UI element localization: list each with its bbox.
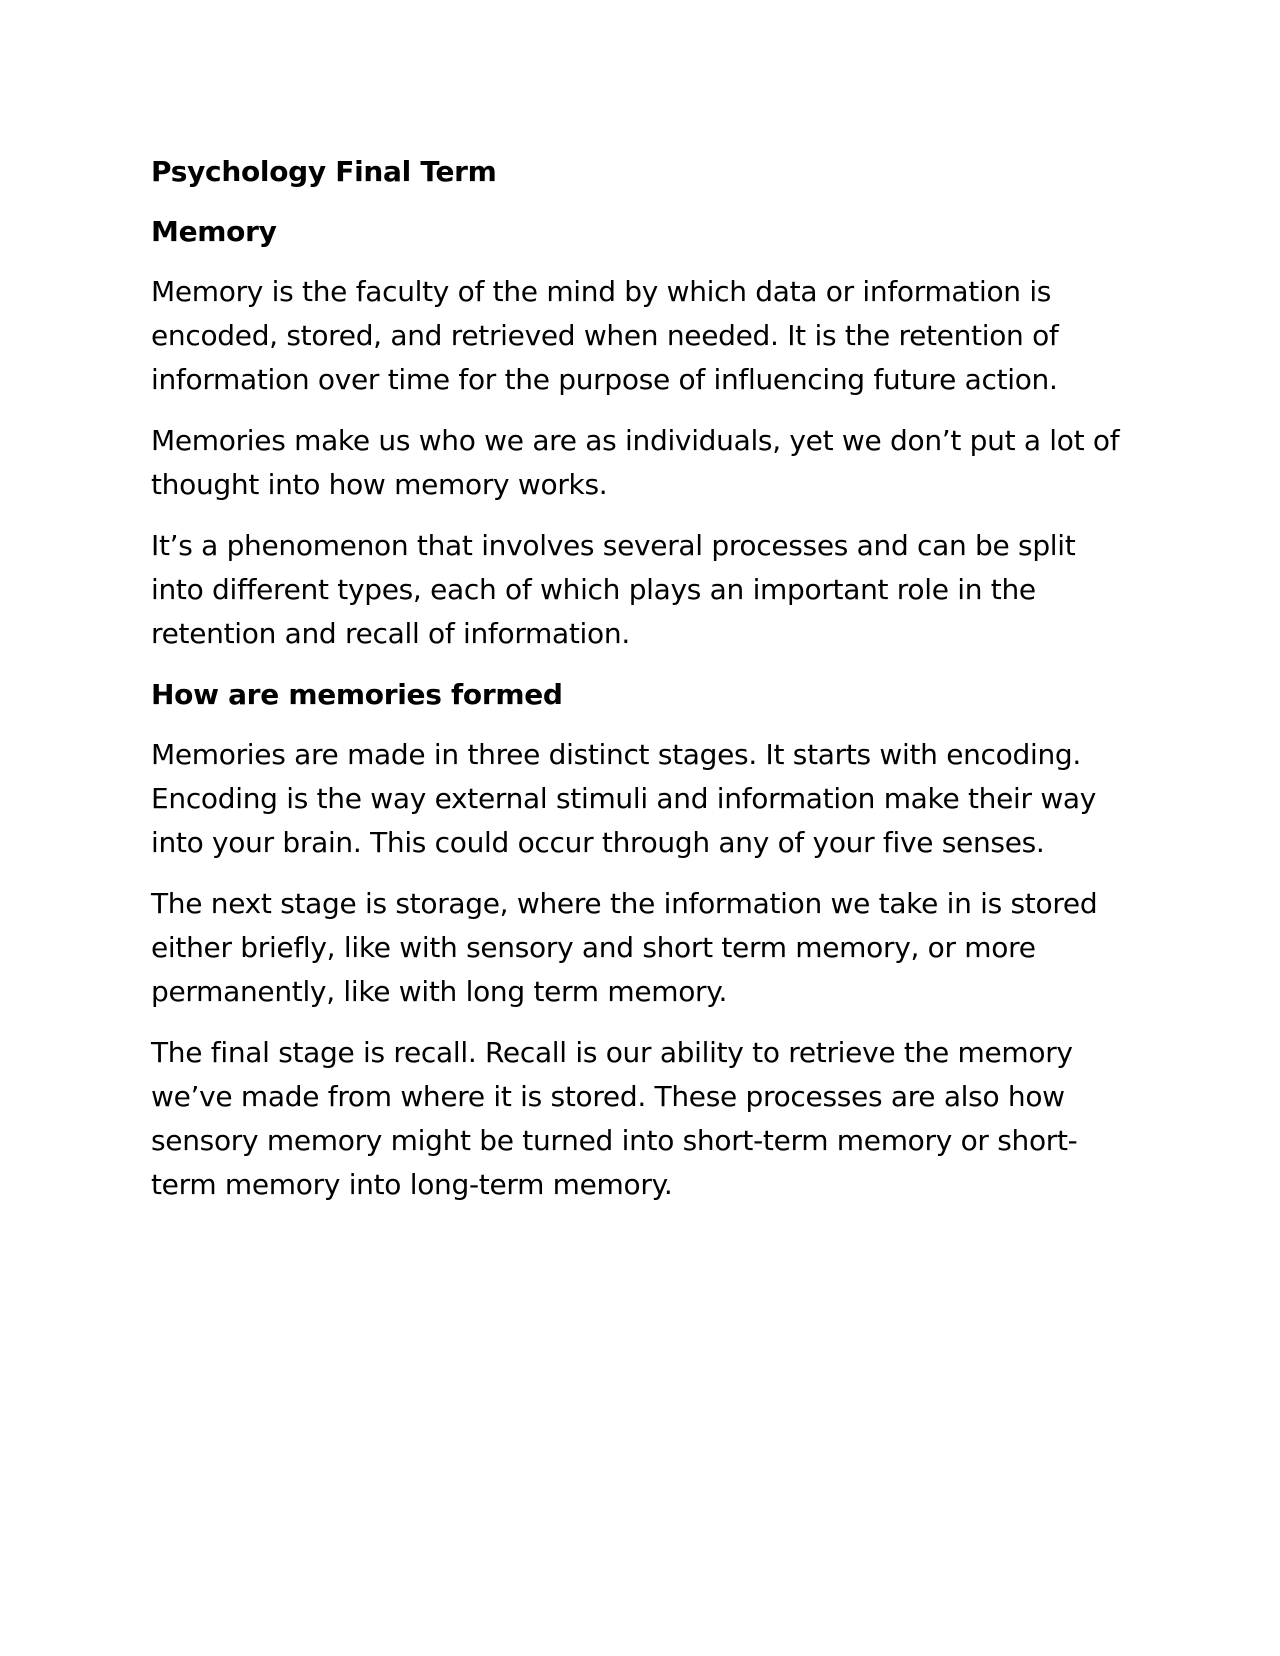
document-body bbox=[151, 150, 1121, 1224]
section-heading-how-formed: How are memories formed bbox=[151, 678, 563, 711]
paragraph: It’s a phenomenon that involves several processes and can be split into different types, each of which plays an important role in the retention and recall of information. bbox=[151, 529, 1076, 650]
paragraph: Memories are made in three distinct stages. It starts with encoding. Encoding is the way external stimuli and information make their way into your brain. This could occur through any of your five senses. bbox=[151, 738, 1097, 859]
document-title: Psychology Final Term bbox=[151, 155, 497, 188]
paragraph: The next stage is storage, where the information we take in is stored either briefly, like with sensory and short term memory, or more permanently, like with long term memory. bbox=[151, 887, 1098, 1008]
section-heading-memory: Memory bbox=[151, 215, 277, 248]
paragraph: Memory is the faculty of the mind by which data or information is encoded, stored, and retrieved when needed. It is the retention of information over time for the purpose of influencing future action. bbox=[151, 275, 1059, 396]
paragraph: The final stage is recall. Recall is our ability to retrieve the memory we’ve made from where it is stored. These processes are also how sensory memory might be turned into short-term memory or short-term memory into long-term memory. bbox=[151, 1036, 1078, 1201]
paragraph: Memories make us who we are as individuals, yet we don’t put a lot of thought into how memory works. bbox=[151, 424, 1120, 501]
